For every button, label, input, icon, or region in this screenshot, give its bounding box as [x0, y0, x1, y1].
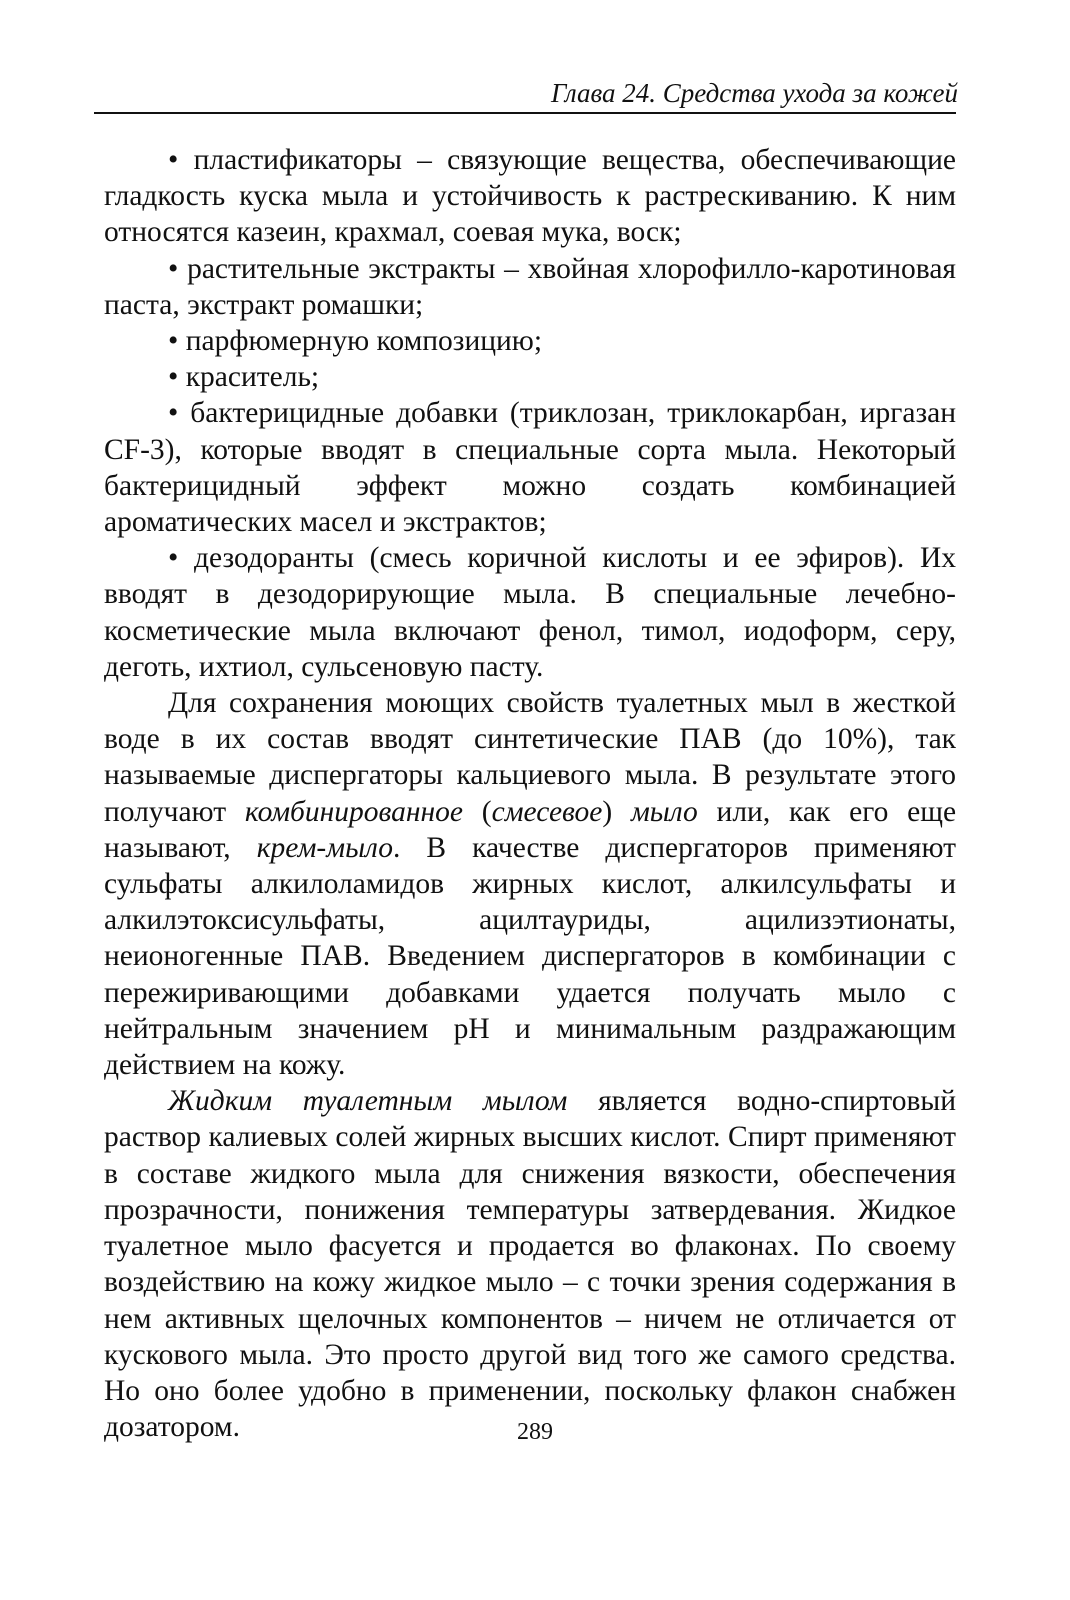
bullet-item — [104, 359, 956, 395]
bullet-item — [104, 142, 956, 251]
paragraph-text: ) — [602, 795, 631, 828]
bullet-text: • парфюмерную композицию; — [168, 325, 542, 357]
paragraph-text: или, как его еще называют, — [104, 795, 957, 864]
bullet-item — [104, 251, 956, 323]
italic-term: Жидким туалетным мылом — [168, 1085, 568, 1118]
bullet-text: • бактерицидные добавки (триклозан, триклокарбан, иргазан CF-3), которые вводят в специальные сорта мыла. Некоторый бактерицидный эффект можно создать комбинацией ароматических масел и экстрактов; — [104, 397, 956, 538]
paragraph-text: . В качестве диспергаторов применяют сульфаты алкилоламидов жирных кислот, алкилсульфаты и алкилэтоксисульфаты, ацилтауриды, ацилизэтионаты, неионогенные ПАВ. Введением диспергаторов в комбинации с пережиривающими добавками удается получать мыло с нейтральным значением pH и минимальным раздражающим действием на кожу. — [104, 831, 956, 1082]
italic-term: смесевое — [491, 795, 603, 828]
paragraph-cream-soap — [104, 685, 956, 1083]
bullet-item — [104, 540, 956, 685]
running-header: Глава 24. Средства ухода за кожей — [550, 78, 958, 108]
bullet-item — [104, 395, 956, 540]
bullet-text: • пластификаторы – связующие вещества, обеспечивающие гладкость куска мыла и устойчивость к растрескиванию. К ним относятся казеин, крахмал, соевая мука, воск; — [104, 144, 956, 248]
bullet-text: • краситель; — [168, 361, 319, 393]
bullet-item — [104, 323, 956, 359]
bullet-text: • дезодоранты (смесь коричной кислоты и ее эфиров). Их вводят в дезодорирующие мыла. В специальные лечебно-косметические мыла включают фенол, тимол, иодоформ, серу, деготь, ихтиол, сульсеновую пасту. — [104, 542, 956, 683]
header-rule — [94, 112, 956, 114]
paragraph-liquid-soap — [104, 1083, 956, 1445]
italic-term: крем-мыло — [256, 831, 394, 864]
paragraph-text: ( — [462, 795, 492, 828]
page-number: 289 — [517, 1419, 553, 1445]
italic-term: комбинированное — [244, 795, 463, 828]
italic-term: мыло — [630, 795, 698, 828]
paragraph-text: является водно-спиртовый раствор калиевых солей жирных высших кислот. Спирт применяют в составе жидкого мыла для снижения вязкости, обеспечения прозрачности, понижения температуры затвердевания. Жидкое туалетное мыло фасуется и продается во флаконах. По своему воздействию на кожу жидкое мыло – с точки зрения содержания в нем активных щелочных компонентов – ничем не отличается от кускового мыла. Это просто другой вид того же самого средства. Но оно более удобно в применении, поскольку флакон снабжен дозатором. — [104, 1085, 956, 1444]
bullet-text: • растительные экстракты – хвойная хлорофилло-каротиновая паста, экстракт ромашки; — [104, 253, 956, 321]
paragraph-text: Для сохранения моющих свойств туалетных мыл в жесткой воде в их состав вводят синтетические ПАВ (до 10%), так называемые диспергаторы кальциевого мыла. В результате этого получают — [104, 687, 956, 828]
page-body — [104, 142, 956, 1445]
